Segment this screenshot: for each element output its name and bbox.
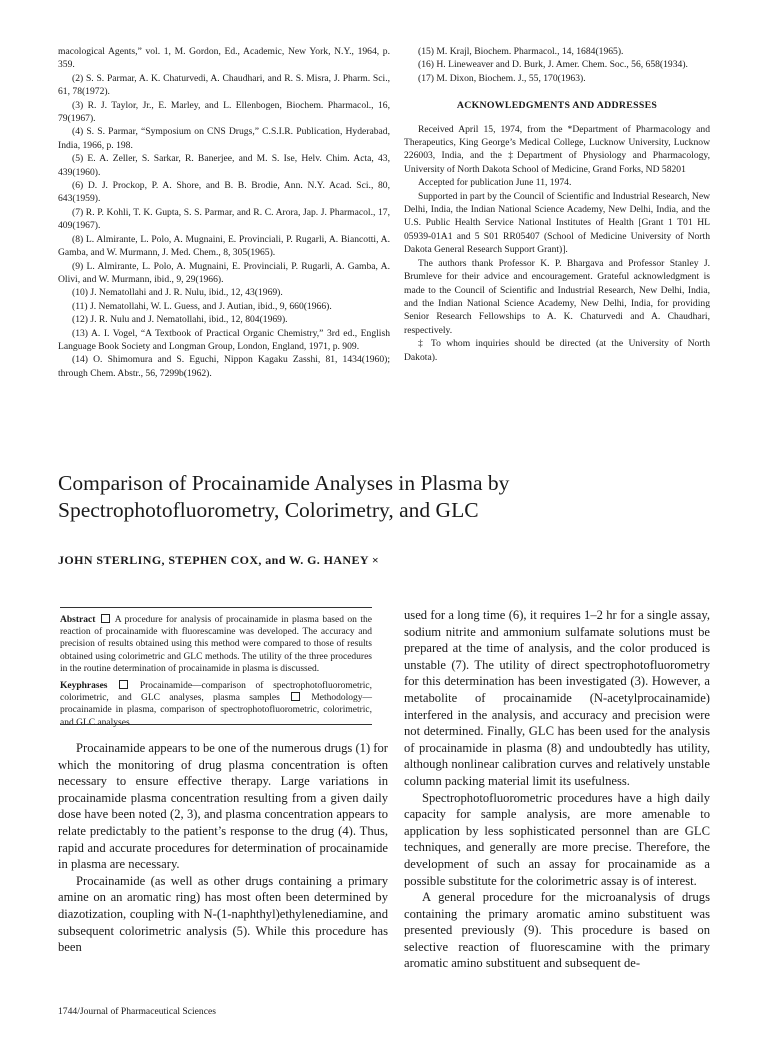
references-left-column [58, 45, 390, 380]
acknowledgment-paragraph: Received April 15, 1974, from the *Department of Pharmacology and Therapeutics, King George’s Medical College, Lucknow University, Lucknow 226003, India, and the ‡Department of Physiology and Pharmacology, University of North Dakota School of Medicine, Grand Forks, ND 58201 [404, 123, 710, 175]
body-left-column [58, 740, 388, 956]
reference-item: (11) J. Nematollahi, W. L. Guess, and J. Autian, ibid., 9, 660(1966). [72, 300, 332, 312]
abstract-box [60, 614, 372, 734]
reference-item: (17) M. Dixon, Biochem. J., 55, 170(1963). [418, 72, 586, 84]
reference-item: (3) R. J. Taylor, Jr., E. Marley, and L. Ellenbogen, Biochem. Pharmacol., 16, 79(1967). [58, 99, 390, 125]
article-title-line-1: Comparison of Procainamide Analyses in Plasma by [58, 471, 510, 495]
acknowledgment-paragraph: ‡ To whom inquiries should be directed (at the University of North Dakota). [404, 338, 710, 363]
reference-item: (4) S. S. Parmar, “Symposium on CNS Drugs,” C.S.I.R. Publication, Hyderabad, India, 1966, p. 198. [58, 126, 390, 151]
reference-item: (6) D. J. Prockop, P. A. Shore, and B. B. Brodie, Ann. N.Y. Acad. Sci., 80, 643(1959). [58, 180, 390, 205]
abstract-text: A procedure for analysis of procainamide in plasma based on the reaction of procainamide with fluorescamine was developed. The accuracy and precision of results obtained using this method were compared to those of results obtained using colorimetric and GLC methods. The utility of the three procedures in the routine determination of procainamide in plasma is discussed. [60, 615, 372, 674]
reference-item: (13) A. I. Vogel, “A Textbook of Practical Organic Chemistry,” 3rd ed., English Language Book Society and Longman Group, London, England, 1971, p. 909. [58, 327, 390, 352]
reference-item: macological Agents,” vol. 1, M. Gordon, Ed., Academic, New York, N.Y., 1964, p. 359. [58, 46, 390, 71]
abstract-label: Abstract [60, 615, 96, 625]
reference-item: (7) R. P. Kohli, T. K. Gupta, S. S. Parmar, and R. C. Arora, Jap. J. Pharmacol., 17, 409(1967). [58, 206, 390, 232]
acknowledgment-paragraph: Supported in part by the Council of Scientific and Industrial Research, New Delhi, India, the Indian National Science Academy, New Delhi, India, and the U.S. Public Health Service National Institutes of Health [Grant 1 T01 HL 05939-01A1 and 5 S01 RR05407 (School of Medicine University of North Dakota General Research Support Grant)]. [404, 190, 710, 256]
keyphrase-text: Methodology—procainamide in plasma, comparison of spectrophotofluorometric, colorimetric, and GLC analyses [60, 693, 373, 728]
reference-item: (16) H. Lineweaver and D. Burk, J. Amer. Chem. Soc., 56, 658(1934). [418, 59, 688, 71]
article-title-line-2: Spectrophotofluorometry, Colorimetry, and GLC [58, 498, 479, 522]
reference-item: (12) J. R. Nulu and J. Nematollahi, ibid., 12, 804(1969). [72, 314, 288, 326]
acknowledgment-paragraph: Accepted for publication June 11, 1974. [418, 177, 572, 189]
body-paragraph: Spectrophotofluorometric procedures have a high daily capacity for sample analysis, are more amenable to application by less sophisticated personnel than are GLC techniques, and generally are more precise. Therefore, the development of such an assay for procainamide as a possible substitute for the colorimetric assay is of interest. [404, 790, 710, 888]
body-paragraph: A general procedure for the microanalysis of drugs containing the primary aromatic amino substituent was presented previously (9). This procedure is based on selective reaction of fluorescamine with the primary aromatic amino substituent and subsequent de- [404, 890, 710, 971]
acknowledgments-heading: ACKNOWLEDGMENTS AND ADDRESSES [456, 100, 658, 112]
square-bullet-icon [291, 692, 300, 701]
reference-item: (5) E. A. Zeller, S. Sarkar, R. Banerjee, and M. S. Ise, Helv. Chim. Acta, 43, 439(1960). [58, 153, 390, 178]
body-right-column [404, 607, 710, 972]
square-bullet-icon [101, 614, 110, 623]
square-bullet-icon [119, 680, 128, 689]
body-paragraph: Procainamide (as well as other drugs containing a primary amine on an aromatic ring) has most often been determined by diazotization, coupling with N-(1-naphthyl)ethylenediamine, and subsequent colorimetric analysis (5). While this procedure has been [58, 873, 388, 955]
reference-item: (9) L. Almirante, L. Polo, A. Mugnaini, E. Provinciali, P. Rugarli, A. Gamba, A. Olivi, and W. Murmann, ibid., 9, 29(1966). [58, 260, 390, 285]
reference-item: (2) S. S. Parmar, A. K. Chaturvedi, A. Chaudhari, and R. S. Misra, J. Pharm. Sci., 61, 78(1972). [58, 72, 390, 98]
reference-item: (10) J. Nematollahi and J. R. Nulu, ibid., 12, 43(1969). [72, 287, 283, 299]
page-footer: 1744/Journal of Pharmaceutical Sciences [58, 1006, 216, 1017]
reference-item: (14) O. Shimomura and S. Eguchi, Nippon Kagaku Zasshi, 81, 1434(1960); through Chem. Abstr., 56, 7299b(1962). [58, 354, 390, 379]
body-paragraph: used for a long time (6), it requires 1–2 hr for a single assay, sodium nitrite and ammonium sulfamate solutions must be prepared at the time of analysis, and the color produced is unstable (7). The utility of direct spectrophotofluorometry for this determination has been investigated (3). However, a metabolite of procainamide (N-acetylprocainamide) interfered in the analysis, and accuracy and precision were not determined. Finally, GLC has been used for the analysis of procainamide in plasma (8) and undoubtedly has utility, although nonlinear calibration curves and relatively unstable column packing material limit its usefulness. [404, 608, 710, 788]
body-paragraph: Procainamide appears to be one of the numerous drugs (1) for which the monitoring of drug plasma concentration is often necessary to ensure effective therapy. Large variations in procainamide plasma concentration resulting from a given daily dose have been noted (2, 3), and plasma concentration appears to relate predictably to the patient’s response to the drug (4). Thus, rapid and accurate procedures for determination of procainamide in plasma are necessary. [58, 741, 388, 872]
keyphrases-paragraph [60, 680, 372, 729]
acknowledgment-paragraph: The authors thank Professor K. P. Bhargava and Professor Stanley J. Brumleve for their advice and encouragement. Grateful acknowledgment is made to the Council of Scientific and Industrial Research, New Delhi, India, and the Indian National Science Academy, New Delhi, India, for providing Senior Research Fellowships to A. K. Chaturvedi and A. Chaudhari, respectively. [404, 257, 710, 336]
reference-item: (8) L. Almirante, L. Polo, A. Mugnaini, E. Provinciali, P. Rugarli, A. Biancotti, A. Gamba, and W. Murmann, J. Med. Chem., 8, 305(1965). [58, 233, 390, 259]
article-title [58, 470, 698, 524]
abstract-top-rule [60, 607, 372, 608]
keyphrase-text: Procainamide—comparison of spectrophotofluorometric, colorimetric, and GLC analyses, plasma samples [60, 681, 373, 704]
references-right-column [404, 45, 710, 364]
article-authors: JOHN STERLING, STEPHEN COX, and W. G. HANEY × [58, 553, 380, 567]
abstract-bottom-rule [60, 724, 372, 725]
reference-item: (15) M. Krajl, Biochem. Pharmacol., 14, 1684(1965). [418, 46, 624, 57]
keyphrases-label: Keyphrases [60, 681, 108, 692]
acknowledgments-section [404, 123, 710, 364]
abstract-paragraph [60, 614, 372, 675]
